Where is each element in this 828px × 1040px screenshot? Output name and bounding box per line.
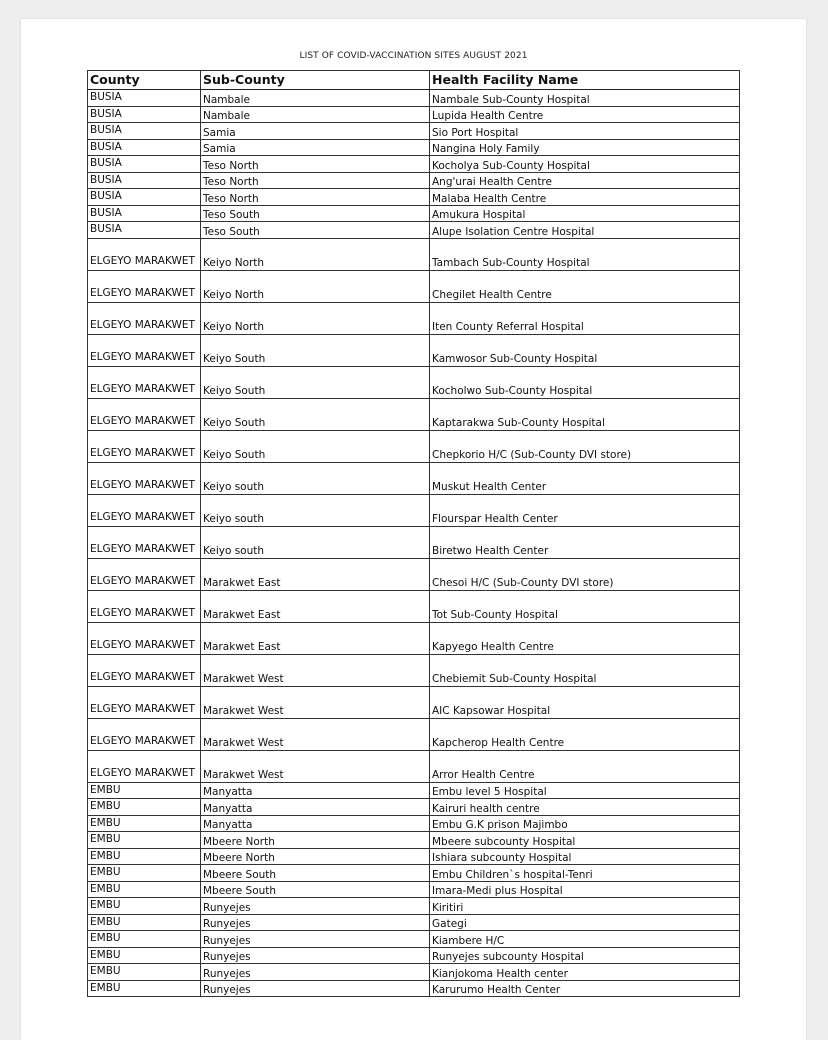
sub-county-cell: Runyejes bbox=[201, 947, 430, 964]
table-row bbox=[88, 123, 740, 140]
table-row bbox=[88, 106, 740, 123]
table-row bbox=[88, 90, 740, 107]
sub-county-cell: Runyejes bbox=[201, 964, 430, 981]
sub-county-cell: Keiyo South bbox=[201, 334, 430, 366]
facility-cell: Gategi bbox=[430, 914, 740, 931]
header-health-facility: Health Facility Name bbox=[430, 71, 740, 90]
sub-county-cell: Teso North bbox=[201, 156, 430, 173]
county-cell: BUSIA bbox=[88, 156, 201, 173]
table-row bbox=[88, 815, 740, 832]
sub-county-cell: Teso North bbox=[201, 172, 430, 189]
sub-county-cell: Mbeere North bbox=[201, 832, 430, 849]
sub-county-cell: Marakwet West bbox=[201, 750, 430, 782]
county-cell: ELGEYO MARAKWET bbox=[88, 238, 201, 270]
facility-cell: Tambach Sub-County Hospital bbox=[430, 238, 740, 270]
table-row bbox=[88, 799, 740, 816]
facility-cell: Kocholya Sub-County Hospital bbox=[430, 156, 740, 173]
county-cell: ELGEYO MARAKWET bbox=[88, 334, 201, 366]
table-row bbox=[88, 334, 740, 366]
sub-county-cell: Mbeere South bbox=[201, 881, 430, 898]
sub-county-cell: Keiyo North bbox=[201, 270, 430, 302]
sub-county-cell: Runyejes bbox=[201, 914, 430, 931]
sub-county-cell: Samia bbox=[201, 123, 430, 140]
facility-cell: Kaptarakwa Sub-County Hospital bbox=[430, 398, 740, 430]
county-cell: ELGEYO MARAKWET bbox=[88, 462, 201, 494]
document-page bbox=[21, 19, 806, 1040]
sub-county-cell: Nambale bbox=[201, 106, 430, 123]
sub-county-cell: Keiyo North bbox=[201, 302, 430, 334]
sub-county-cell: Teso South bbox=[201, 222, 430, 239]
county-cell: ELGEYO MARAKWET bbox=[88, 750, 201, 782]
sub-county-cell: Marakwet West bbox=[201, 654, 430, 686]
sub-county-cell: Nambale bbox=[201, 90, 430, 107]
county-cell: ELGEYO MARAKWET bbox=[88, 430, 201, 462]
facility-cell: Karurumo Health Center bbox=[430, 980, 740, 997]
facility-cell: Amukura Hospital bbox=[430, 205, 740, 222]
sub-county-cell: Samia bbox=[201, 139, 430, 156]
table-body bbox=[88, 90, 740, 997]
header-county: County bbox=[88, 71, 201, 90]
county-cell: ELGEYO MARAKWET bbox=[88, 366, 201, 398]
facility-cell: Kapyego Health Centre bbox=[430, 622, 740, 654]
table-row bbox=[88, 205, 740, 222]
table-row bbox=[88, 172, 740, 189]
facility-cell: Malaba Health Centre bbox=[430, 189, 740, 206]
facility-cell: Runyejes subcounty Hospital bbox=[430, 947, 740, 964]
county-cell: ELGEYO MARAKWET bbox=[88, 270, 201, 302]
table-row bbox=[88, 898, 740, 915]
sub-county-cell: Marakwet East bbox=[201, 590, 430, 622]
table-row bbox=[88, 686, 740, 718]
county-cell: ELGEYO MARAKWET bbox=[88, 686, 201, 718]
table-row bbox=[88, 914, 740, 931]
sub-county-cell: Teso South bbox=[201, 205, 430, 222]
sub-county-cell: Marakwet West bbox=[201, 686, 430, 718]
county-cell: ELGEYO MARAKWET bbox=[88, 718, 201, 750]
table-row bbox=[88, 302, 740, 334]
facility-cell: Chebiemit Sub-County Hospital bbox=[430, 654, 740, 686]
vaccination-sites-table bbox=[87, 70, 740, 997]
table-row bbox=[88, 848, 740, 865]
table-row bbox=[88, 526, 740, 558]
header-sub-county: Sub-County bbox=[201, 71, 430, 90]
county-cell: ELGEYO MARAKWET bbox=[88, 494, 201, 526]
county-cell: ELGEYO MARAKWET bbox=[88, 398, 201, 430]
table-row bbox=[88, 270, 740, 302]
table-row bbox=[88, 832, 740, 849]
table-row bbox=[88, 750, 740, 782]
sub-county-cell: Teso North bbox=[201, 189, 430, 206]
county-cell: ELGEYO MARAKWET bbox=[88, 526, 201, 558]
table-row bbox=[88, 156, 740, 173]
county-cell: EMBU bbox=[88, 964, 201, 981]
sub-county-cell: Manyatta bbox=[201, 782, 430, 799]
facility-cell: Lupida Health Centre bbox=[430, 106, 740, 123]
facility-cell: Flourspar Health Center bbox=[430, 494, 740, 526]
table-row bbox=[88, 931, 740, 948]
sub-county-cell: Mbeere South bbox=[201, 865, 430, 882]
county-cell: EMBU bbox=[88, 914, 201, 931]
county-cell: BUSIA bbox=[88, 222, 201, 239]
sub-county-cell: Runyejes bbox=[201, 980, 430, 997]
county-cell: BUSIA bbox=[88, 106, 201, 123]
sub-county-cell: Keiyo south bbox=[201, 462, 430, 494]
facility-cell: Kairuri health centre bbox=[430, 799, 740, 816]
sub-county-cell: Keiyo South bbox=[201, 398, 430, 430]
table-row bbox=[88, 718, 740, 750]
table-row bbox=[88, 189, 740, 206]
facility-cell: Biretwo Health Center bbox=[430, 526, 740, 558]
table-row bbox=[88, 398, 740, 430]
facility-cell: Sio Port Hospital bbox=[430, 123, 740, 140]
sub-county-cell: Keiyo South bbox=[201, 366, 430, 398]
table-header-row bbox=[88, 71, 740, 90]
sub-county-cell: Mbeere North bbox=[201, 848, 430, 865]
sub-county-cell: Marakwet East bbox=[201, 558, 430, 590]
county-cell: EMBU bbox=[88, 898, 201, 915]
sub-county-cell: Runyejes bbox=[201, 898, 430, 915]
facility-cell: Embu level 5 Hospital bbox=[430, 782, 740, 799]
table-row bbox=[88, 947, 740, 964]
county-cell: BUSIA bbox=[88, 172, 201, 189]
facility-cell: Kapcherop Health Centre bbox=[430, 718, 740, 750]
facility-cell: Embu G.K prison Majimbo bbox=[430, 815, 740, 832]
table-row bbox=[88, 139, 740, 156]
county-cell: EMBU bbox=[88, 782, 201, 799]
table-row bbox=[88, 782, 740, 799]
table-row bbox=[88, 222, 740, 239]
table-row bbox=[88, 980, 740, 997]
facility-cell: Kiritiri bbox=[430, 898, 740, 915]
county-cell: EMBU bbox=[88, 815, 201, 832]
facility-cell: Kianjokoma Health center bbox=[430, 964, 740, 981]
county-cell: EMBU bbox=[88, 865, 201, 882]
document-title: LIST OF COVID-VACCINATION SITES AUGUST 2021 bbox=[299, 51, 528, 61]
facility-cell: Alupe Isolation Centre Hospital bbox=[430, 222, 740, 239]
table-row bbox=[88, 494, 740, 526]
facility-cell: Chesoi H/C (Sub-County DVI store) bbox=[430, 558, 740, 590]
table-row bbox=[88, 964, 740, 981]
facility-cell: Ishiara subcounty Hospital bbox=[430, 848, 740, 865]
facility-cell: Embu Children`s hospital-Tenri bbox=[430, 865, 740, 882]
table-row bbox=[88, 558, 740, 590]
facility-cell: Kamwosor Sub-County Hospital bbox=[430, 334, 740, 366]
county-cell: EMBU bbox=[88, 947, 201, 964]
county-cell: BUSIA bbox=[88, 205, 201, 222]
table-row bbox=[88, 238, 740, 270]
facility-cell: Chepkorio H/C (Sub-County DVI store) bbox=[430, 430, 740, 462]
sub-county-cell: Marakwet West bbox=[201, 718, 430, 750]
facility-cell: AIC Kapsowar Hospital bbox=[430, 686, 740, 718]
table-row bbox=[88, 654, 740, 686]
county-cell: EMBU bbox=[88, 832, 201, 849]
sub-county-cell: Manyatta bbox=[201, 799, 430, 816]
table-row bbox=[88, 430, 740, 462]
county-cell: ELGEYO MARAKWET bbox=[88, 622, 201, 654]
sub-county-cell: Keiyo south bbox=[201, 494, 430, 526]
county-cell: BUSIA bbox=[88, 90, 201, 107]
county-cell: ELGEYO MARAKWET bbox=[88, 302, 201, 334]
table-row bbox=[88, 881, 740, 898]
sub-county-cell: Marakwet East bbox=[201, 622, 430, 654]
table-row bbox=[88, 462, 740, 494]
sub-county-cell: Keiyo South bbox=[201, 430, 430, 462]
facility-cell: Iten County Referral Hospital bbox=[430, 302, 740, 334]
sub-county-cell: Keiyo North bbox=[201, 238, 430, 270]
facility-cell: Imara-Medi plus Hospital bbox=[430, 881, 740, 898]
facility-cell: Mbeere subcounty Hospital bbox=[430, 832, 740, 849]
county-cell: EMBU bbox=[88, 799, 201, 816]
facility-cell: Ang'urai Health Centre bbox=[430, 172, 740, 189]
facility-cell: Kiambere H/C bbox=[430, 931, 740, 948]
county-cell: EMBU bbox=[88, 931, 201, 948]
facility-cell: Kocholwo Sub-County Hospital bbox=[430, 366, 740, 398]
county-cell: EMBU bbox=[88, 848, 201, 865]
sub-county-cell: Manyatta bbox=[201, 815, 430, 832]
facility-cell: Nambale Sub-County Hospital bbox=[430, 90, 740, 107]
facility-cell: Chegilet Health Centre bbox=[430, 270, 740, 302]
sub-county-cell: Keiyo south bbox=[201, 526, 430, 558]
sub-county-cell: Runyejes bbox=[201, 931, 430, 948]
facility-cell: Tot Sub-County Hospital bbox=[430, 590, 740, 622]
county-cell: EMBU bbox=[88, 980, 201, 997]
county-cell: BUSIA bbox=[88, 189, 201, 206]
table-row bbox=[88, 366, 740, 398]
table-row bbox=[88, 622, 740, 654]
county-cell: ELGEYO MARAKWET bbox=[88, 654, 201, 686]
county-cell: ELGEYO MARAKWET bbox=[88, 558, 201, 590]
table-row bbox=[88, 590, 740, 622]
county-cell: ELGEYO MARAKWET bbox=[88, 590, 201, 622]
facility-cell: Nangina Holy Family bbox=[430, 139, 740, 156]
facility-cell: Muskut Health Center bbox=[430, 462, 740, 494]
county-cell: BUSIA bbox=[88, 123, 201, 140]
county-cell: BUSIA bbox=[88, 139, 201, 156]
county-cell: EMBU bbox=[88, 881, 201, 898]
facility-cell: Arror Health Centre bbox=[430, 750, 740, 782]
table-row bbox=[88, 865, 740, 882]
